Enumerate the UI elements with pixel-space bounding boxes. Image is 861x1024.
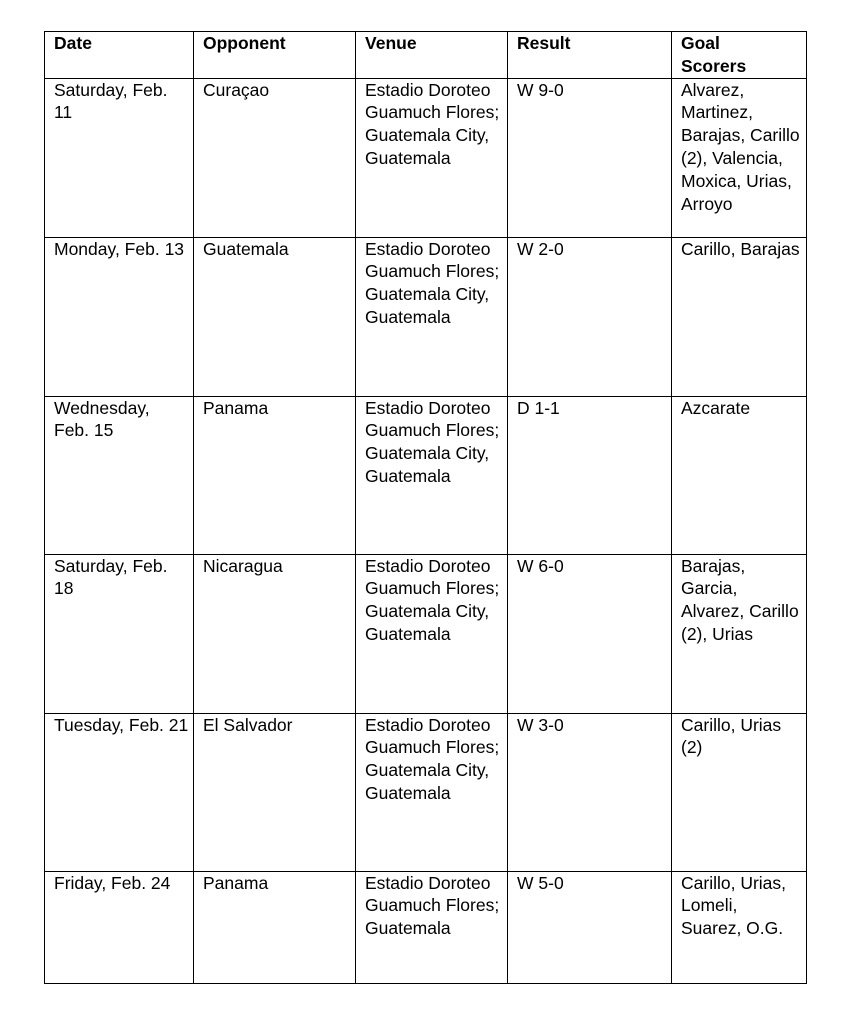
table-row bbox=[45, 554, 807, 713]
header-result: Result bbox=[508, 32, 672, 79]
cell-date: Tuesday, Feb. 21 bbox=[45, 713, 194, 871]
cell-date: Saturday, Feb. 11 bbox=[45, 78, 194, 237]
table-body bbox=[45, 78, 807, 983]
cell-result: W 9-0 bbox=[508, 78, 672, 237]
cell-goal-scorers: Barajas, Garcia, Alvarez, Carillo (2), Urias bbox=[672, 554, 807, 713]
cell-opponent: Nicaragua bbox=[194, 554, 356, 713]
match-results-table bbox=[44, 31, 807, 984]
table-row bbox=[45, 78, 807, 237]
cell-opponent: El Salvador bbox=[194, 713, 356, 871]
cell-result: W 6-0 bbox=[508, 554, 672, 713]
table-row bbox=[45, 237, 807, 396]
header-venue: Venue bbox=[356, 32, 508, 79]
header-opponent: Opponent bbox=[194, 32, 356, 79]
cell-date: Monday, Feb. 13 bbox=[45, 237, 194, 396]
cell-date: Saturday, Feb. 18 bbox=[45, 554, 194, 713]
cell-goal-scorers: Carillo, Urias, Lomeli, Suarez, O.G. bbox=[672, 871, 807, 983]
table-row bbox=[45, 871, 807, 983]
cell-result: W 2-0 bbox=[508, 237, 672, 396]
cell-opponent: Panama bbox=[194, 396, 356, 554]
cell-opponent: Curaçao bbox=[194, 78, 356, 237]
cell-venue: Estadio Doroteo Guamuch Flores; Guatemala City, Guatemala bbox=[356, 78, 508, 237]
cell-venue: Estadio Doroteo Guamuch Flores; Guatemala City, Guatemala bbox=[356, 713, 508, 871]
cell-goal-scorers: Azcarate bbox=[672, 396, 807, 554]
cell-goal-scorers: Carillo, Urias (2) bbox=[672, 713, 807, 871]
cell-date: Friday, Feb. 24 bbox=[45, 871, 194, 983]
table-row bbox=[45, 396, 807, 554]
header-goal-scorers: Goal Scorers bbox=[672, 32, 807, 79]
header-date: Date bbox=[45, 32, 194, 79]
cell-goal-scorers: Alvarez, Martinez, Barajas, Carillo (2), Valencia, Moxica, Urias, Arroyo bbox=[672, 78, 807, 237]
cell-venue: Estadio Doroteo Guamuch Flores; Guatemala City, Guatemala bbox=[356, 396, 508, 554]
table-header bbox=[45, 32, 807, 79]
cell-opponent: Panama bbox=[194, 871, 356, 983]
cell-venue: Estadio Doroteo Guamuch Flores; Guatemala City, Guatemala bbox=[356, 237, 508, 396]
cell-date: Wednesday, Feb. 15 bbox=[45, 396, 194, 554]
cell-goal-scorers: Carillo, Barajas bbox=[672, 237, 807, 396]
cell-opponent: Guatemala bbox=[194, 237, 356, 396]
cell-result: W 5-0 bbox=[508, 871, 672, 983]
cell-venue: Estadio Doroteo Guamuch Flores; Guatemala bbox=[356, 871, 508, 983]
cell-venue: Estadio Doroteo Guamuch Flores; Guatemala City, Guatemala bbox=[356, 554, 508, 713]
table-row bbox=[45, 713, 807, 871]
cell-result: D 1-1 bbox=[508, 396, 672, 554]
header-row bbox=[45, 32, 807, 79]
cell-result: W 3-0 bbox=[508, 713, 672, 871]
